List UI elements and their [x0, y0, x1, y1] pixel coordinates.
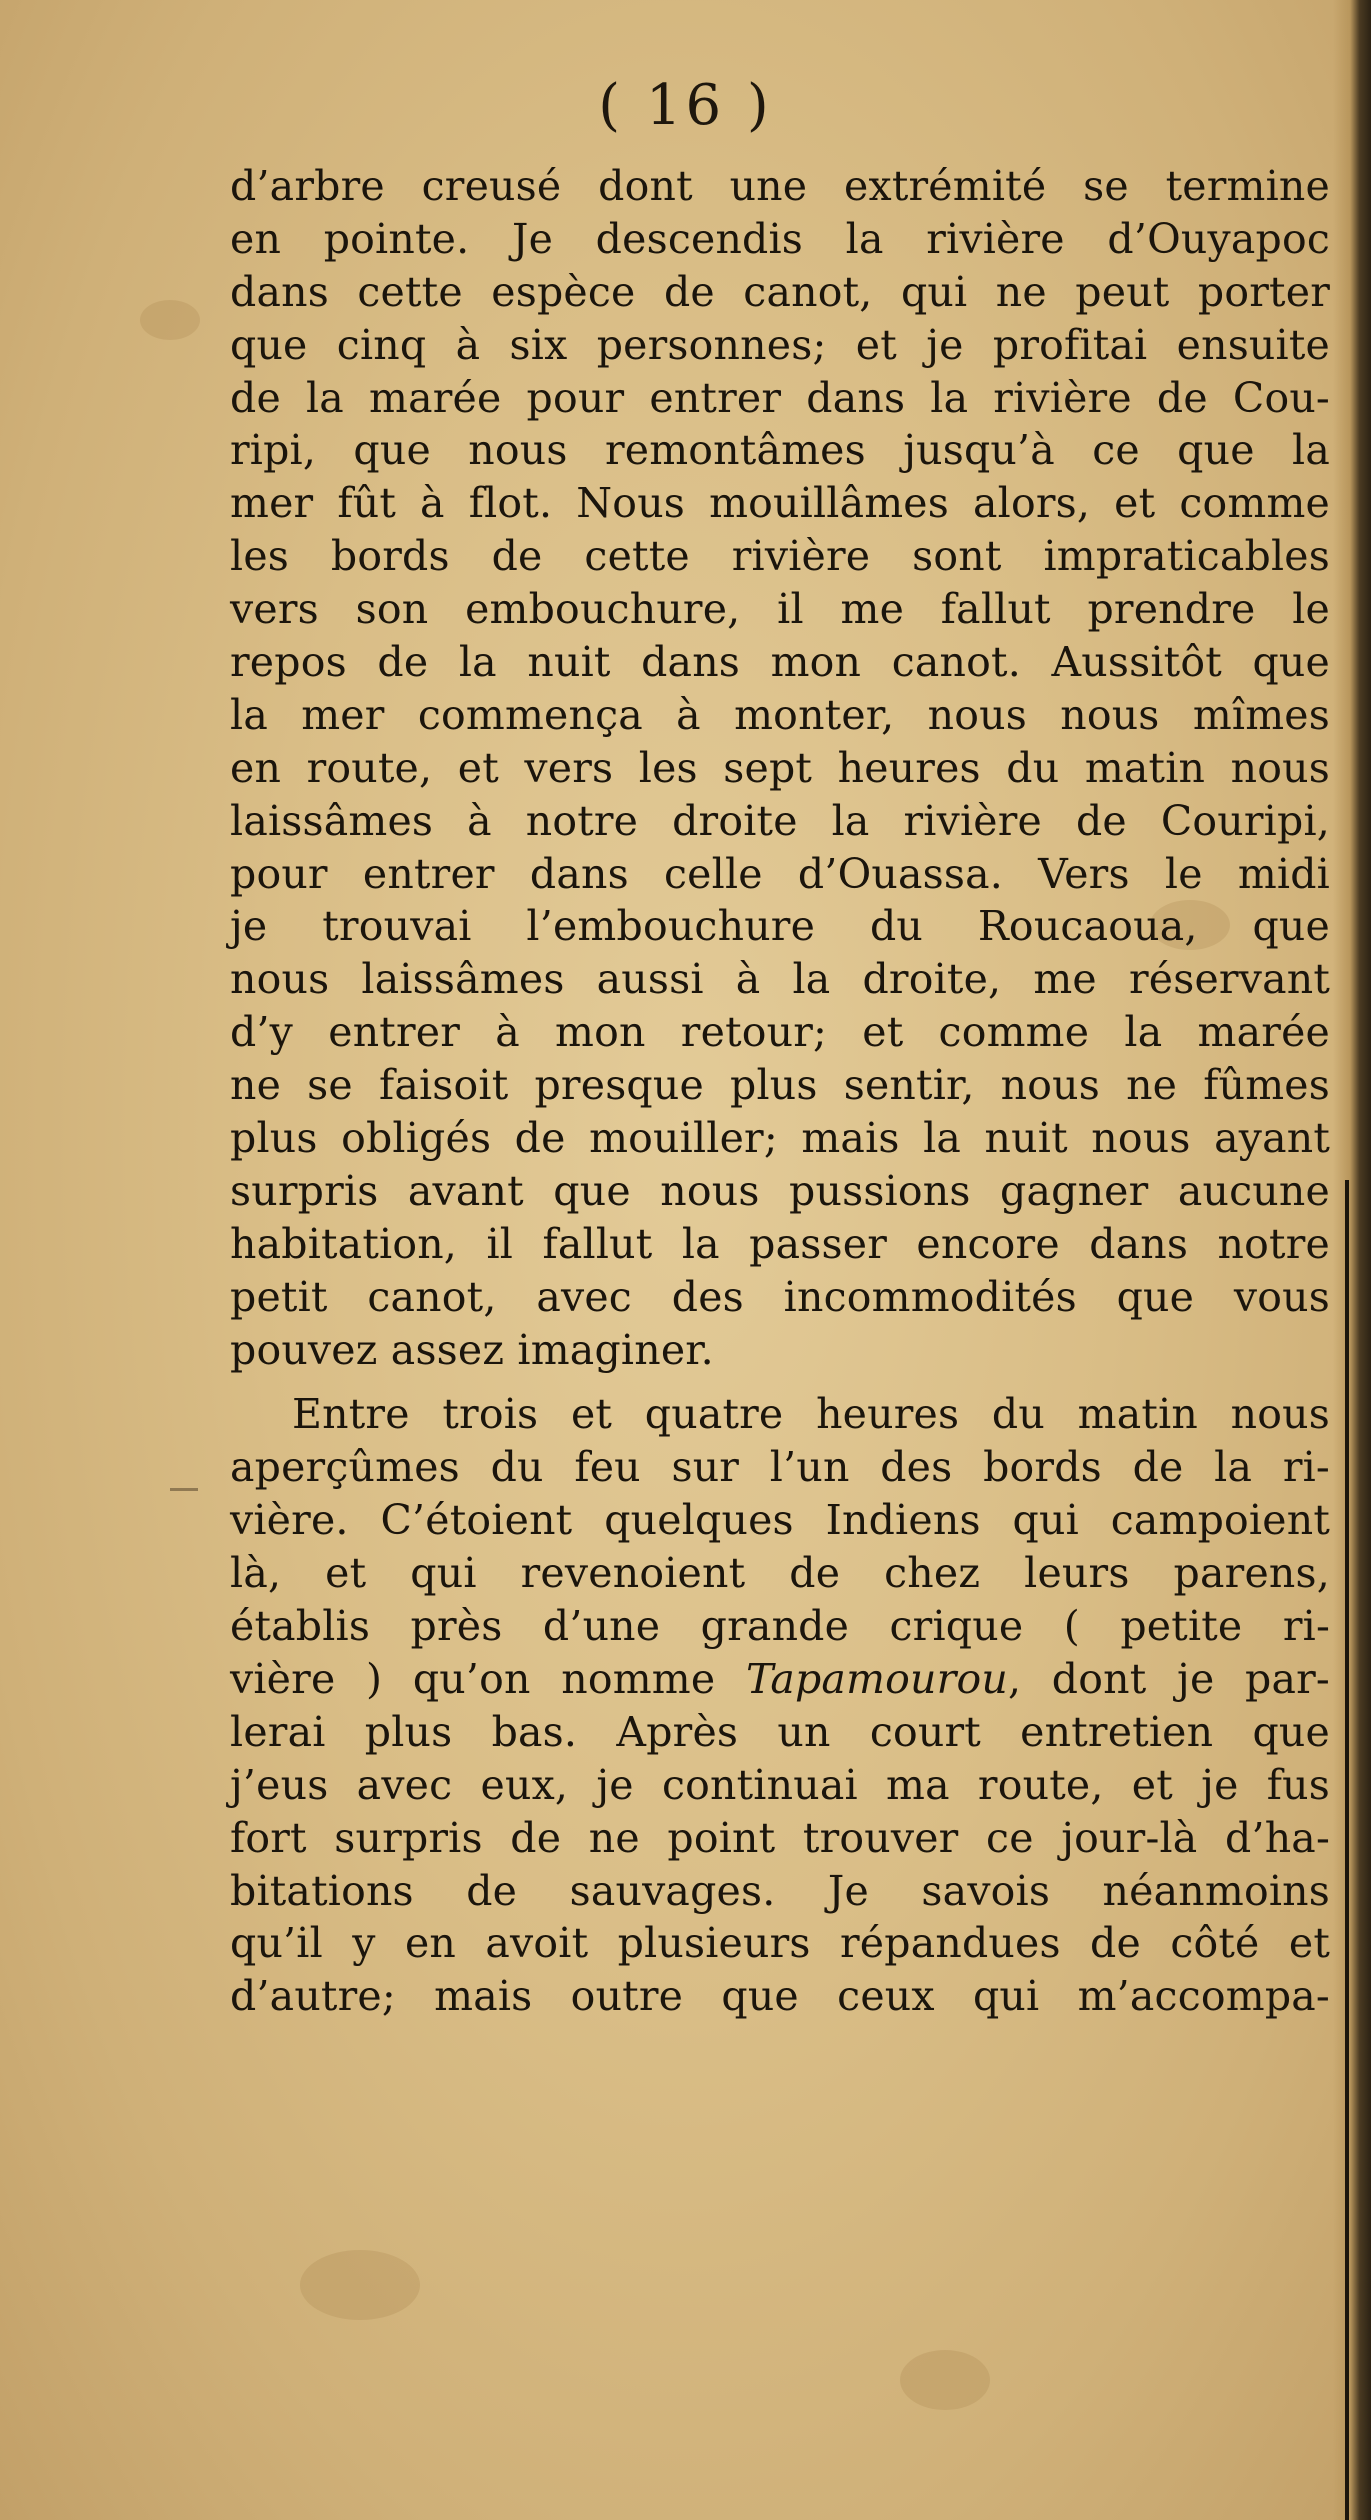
text-line: lerai plus bas. Après un court entretien que [230, 1707, 1330, 1756]
text-line: ne se faisoit presque plus sentir, nous ne fûmes [230, 1061, 1330, 1110]
text-line: établis près d’une grande crique ( petite ri- [230, 1602, 1330, 1651]
text-line: d’arbre creusé dont une extrémité se termine [230, 162, 1330, 210]
text-line: là, et qui revenoient de chez leurs parens, [230, 1549, 1330, 1598]
foxing-stain [900, 2350, 990, 2410]
text-line: Entre trois et quatre heures du matin nous [292, 1390, 1330, 1439]
text-line: ripi, que nous remontâmes jusqu’à ce que la [230, 426, 1330, 475]
text-line: plus obligés de mouiller; mais la nuit nous ayant [230, 1114, 1330, 1163]
text-line: qu’il y en avoit plusieurs répandues de côté et [230, 1919, 1330, 1968]
text-line: j’eus avec eux, je continuai ma route, et je fus [230, 1760, 1330, 1809]
page-edge-line [1345, 1180, 1349, 2520]
text-line: surpris avant que nous pussions gagner aucune [230, 1166, 1330, 1215]
text-line: d’autre; mais outre que ceux qui m’accompa- [230, 1972, 1330, 2021]
text-line: nous laissâmes aussi à la droite, me réservant [230, 955, 1330, 1004]
text-line: laissâmes à notre droite la rivière de Couripi, [230, 796, 1330, 845]
text-line: fort surpris de ne point trouver ce jour-là d’ha- [230, 1813, 1330, 1862]
italic-name: Tapamourou [745, 1654, 1008, 1703]
margin-mark [170, 1488, 198, 1491]
text-line: habitation, il fallut la passer encore dans notre [230, 1219, 1330, 1268]
text-line: de la marée pour entrer dans la rivière de Cou- [230, 373, 1330, 422]
text-line: que cinq à six personnes; et je profitai ensuite [230, 320, 1330, 369]
text-line: petit canot, avec des incommodités que vous [230, 1272, 1330, 1321]
page-number: ( 16 ) [598, 73, 773, 138]
text-body [230, 160, 1330, 2023]
text-line: vers son embouchure, il me fallut prendre le [230, 585, 1330, 634]
text-line: en route, et vers les sept heures du matin nous [230, 743, 1330, 792]
foxing-stain [140, 300, 200, 340]
text-line: bitations de sauvages. Je savois néanmoins [230, 1866, 1330, 1915]
text-line: je trouvai l’embouchure du Roucaoua, que [230, 902, 1330, 951]
text-line: mer fût à flot. Nous mouillâmes alors, et comme [230, 479, 1330, 528]
text-line: pouvez assez imaginer. [230, 1325, 714, 1374]
text-line: dans cette espèce de canot, qui ne peut porter [230, 267, 1330, 316]
text-line: vière ) qu’on nomme Tapamourou, dont je par- [230, 1654, 1330, 1703]
text-line: aperçûmes du feu sur l’un des bords de la ri- [230, 1443, 1330, 1492]
text-line: la mer commença à monter, nous nous mîmes [230, 690, 1330, 739]
text-line: repos de la nuit dans mon canot. Aussitôt que [230, 638, 1330, 687]
page-edge-shadow [1333, 0, 1371, 2520]
text-line: pour entrer dans celle d’Ouassa. Vers le midi [230, 849, 1330, 898]
text-line: en pointe. Je descendis la rivière d’Ouyapoc [230, 214, 1330, 263]
text-line: les bords de cette rivière sont impraticables [230, 532, 1330, 581]
text-line: vière. C’étoient quelques Indiens qui campoient [230, 1496, 1330, 1545]
foxing-stain [300, 2250, 420, 2320]
text-line: d’y entrer à mon retour; et comme la marée [230, 1008, 1330, 1057]
